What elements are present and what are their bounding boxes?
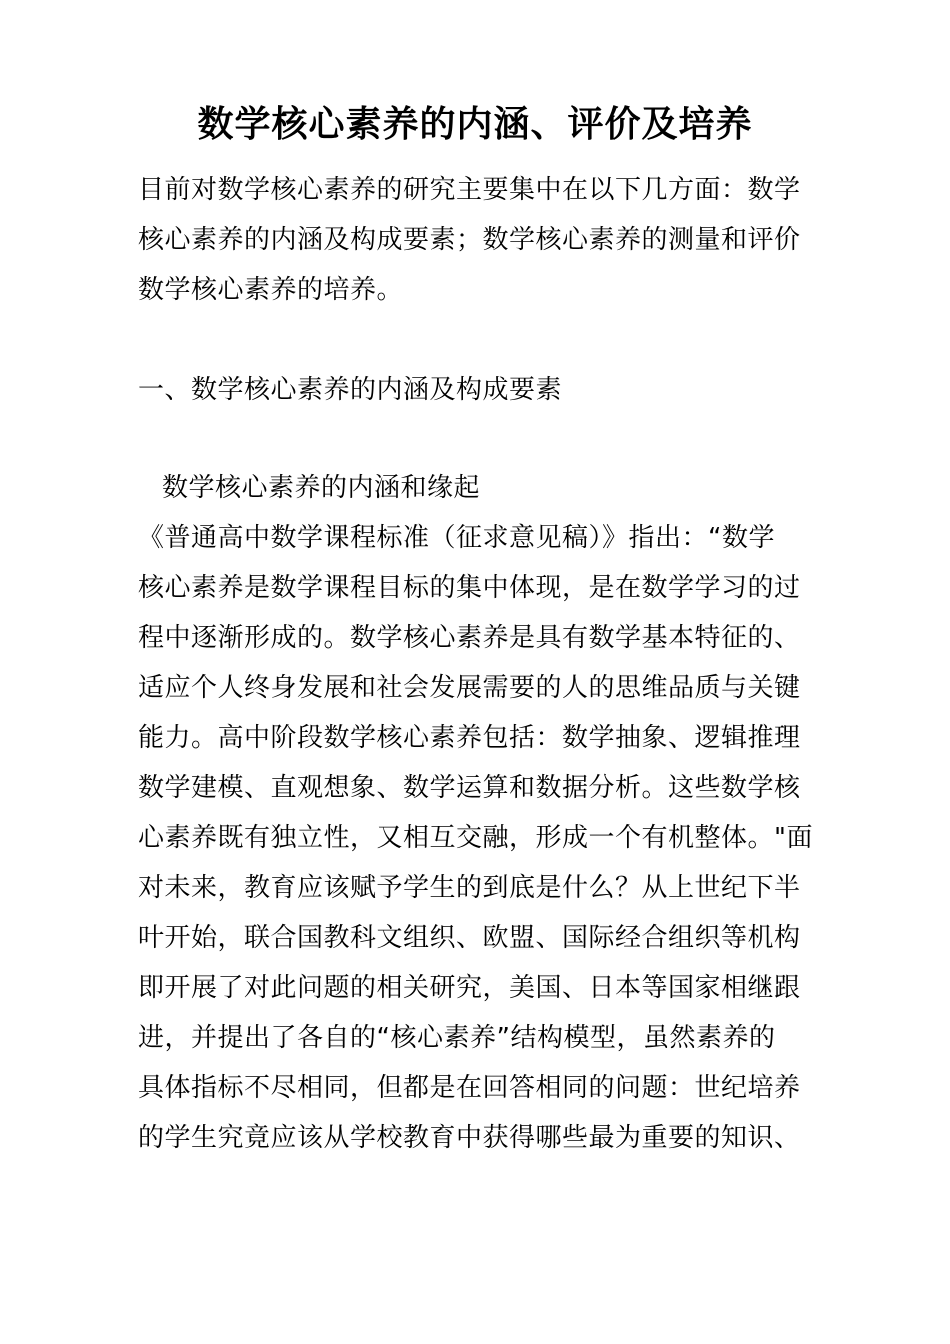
body-line-8: 对未来，教育应该赋予学生的到底是什么？从上世纪下半 [138, 873, 801, 903]
intro-line-1: 目前对数学核心素养的研究主要集中在以下几方面：数学 [138, 175, 801, 205]
body-line-9: 叶开始，联合国教科文组织、欧盟、国际经合组织等机构 [138, 923, 801, 953]
body-line-4: 适应个人终身发展和社会发展需要的人的思维品质与关键 [138, 673, 801, 703]
intro-line-2: 核心素养的内涵及构成要素；数学核心素养的测量和评价 [138, 225, 801, 255]
body-line-3: 程中逐渐形成的。数学核心素养是具有数学基本特征的、 [138, 623, 801, 653]
body-line-1: 《普通高中数学课程标准（征求意见稿）》指出：“数学 [138, 523, 775, 553]
body-line-11: 进，并提出了各自的“核心素养”结构模型，虽然素养的 [138, 1023, 776, 1053]
intro-line-3: 数学核心素养的培养。 [138, 275, 404, 305]
body-line-10: 即开展了对此问题的相关研究，美国、日本等国家相继跟 [138, 973, 801, 1003]
document-title: 数学核心素养的内涵、评价及培养 [197, 104, 753, 145]
subsection-heading: 数学核心素养的内涵和缘起 [162, 473, 481, 503]
body-line-5: 能力。高中阶段数学核心素养包括：数学抽象、逻辑推理 [138, 723, 801, 753]
body-line-12: 具体指标不尽相同，但都是在回答相同的问题：世纪培养 [138, 1073, 801, 1103]
body-line-7: 心素养既有独立性，又相互交融，形成一个有机整体。"面 [138, 823, 813, 853]
section-heading: 一、数学核心素养的内涵及构成要素 [138, 375, 563, 405]
body-line-13: 的学生究竟应该从学校教育中获得哪些最为重要的知识、 [138, 1123, 801, 1153]
body-line-6: 数学建模、直观想象、数学运算和数据分析。这些数学核 [138, 773, 801, 803]
body-line-2: 核心素养是数学课程目标的集中体现，是在数学学习的过 [138, 573, 801, 603]
